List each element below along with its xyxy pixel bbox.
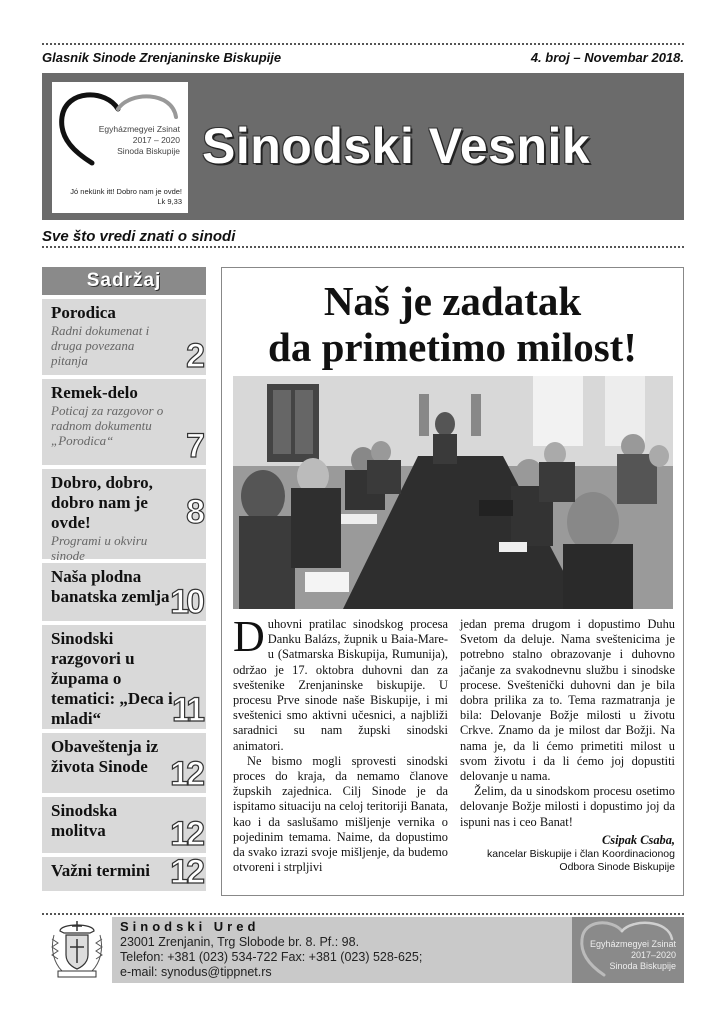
synod-logo [52,82,188,213]
tagline: Sve što vredi znati o sinodi [42,228,236,245]
toc-item-title: Sinodski razgovori u župama o tematici: „Deca i mladi“ [51,629,173,728]
toc-item[interactable] [42,797,206,853]
author-role: kancelar Biskupije i član Koordinacionog [487,848,675,861]
toc-item[interactable] [42,853,206,891]
footer-divider [42,913,684,915]
toc-item[interactable] [42,469,206,563]
newsletter-title: Sinodski Vesnik [202,118,591,174]
drop-cap: D [233,612,265,661]
toc-item-subtitle: Radni dokumenat i druga povezana pitanja [51,323,150,368]
contact-box [112,917,684,983]
toc-item[interactable] [42,379,206,465]
toc-item-subtitle: Poticaj za razgovor o radnom dokumentu „Porodica“ [51,403,164,448]
office-address: 23001 Zrenjanin, Trg Slobode br. 8. Pf.: 98. [120,935,360,949]
article-body [233,612,675,875]
article-paragraph: jedan prema drugom i dopustimo Duhu Svetom da deluje. Nama sveštenicima je potrebno stalno obrazovanje i duhovno jačanje za svakodnevnu službu i sinodske procese. Sveštenički duhovni dan je bila dobra prilika za to. Tema razmatranja je bila: Delovanje Božje milosti u životu Crkve. Znamo da je milost dar Božji. Na nama je, da li ćemo primetiti milost u svom životu i da li ćemo joj dopustiti delovanje u nama. [460,617,675,784]
toc-heading: Sadržaj [42,267,206,295]
footer [42,917,684,983]
header-meta [42,50,684,65]
article-paragraph: Ne bismo mogli sprovesti sinodski proces do kraja, da nemamo članove župskih zajednica. Cilj Sinode je da ispitamo situaciju na celoj teritoriji Banata, kao i da saslušamo mišljenje vernika o pojedinim temama. Naime, da dopustimo da svako izrazi svoje mišljenje, da budemo otvoreni i strpljivi [233,753,448,875]
contact-info [120,935,422,980]
article-column-1 [233,612,448,875]
article-headline: Naš je zadatak da primetimo milost! [268,278,637,370]
logo-motto: Jó nekünk itt! Dobro nam je ovde! Lk 9,33 [70,187,182,206]
article-paragraph: Želim, da u sinodskom procesu osetimo delovanje Božje milosti i dopustimo joj da ispuni nas i ceo Banat! [460,784,675,829]
issue-info: 4. broj – Novembar 2018. [530,50,684,65]
diocese-crest-icon [46,917,108,981]
toc-item[interactable] [42,299,206,375]
logo-text: Egyházmegyei Zsinat 2017 – 2020 Sinoda Biskupije [98,124,180,156]
toc-item-title: Sinodska molitva [51,801,118,840]
office-title: Sinodski Ured [120,919,260,934]
table-of-contents [42,267,206,891]
office-phone: Telefon: +381 (023) 534-722 Fax: +381 (023) 528-625; [120,950,423,964]
toc-item-title: Važni termini [51,861,151,880]
toc-page-number: 2 [186,337,202,375]
office-email[interactable]: e-mail: synodus@tippnet.rs [120,965,272,979]
toc-item[interactable] [42,625,206,729]
toc-item-subtitle: Programi u okviru sinode [51,533,148,563]
masthead [42,73,684,220]
toc-page-number: 8 [186,493,202,531]
toc-item-title: Naša plodna banatska zemlja [51,567,170,606]
author-signature: Csipak Csaba, [602,832,675,847]
toc-page-number: 12 [170,755,202,793]
meeting-photo [233,376,673,609]
toc-item-title: Remek-delo [51,383,138,402]
footer-logo-text: Egyházmegyei Zsinat 2017–2020 Sinoda Biskupije [589,939,676,971]
photo-illustration [233,376,673,609]
toc-item[interactable] [42,563,206,621]
toc-page-number: 12 [170,853,202,891]
tagline-divider [42,246,684,248]
publication-name: Glasnik Sinode Zrenjaninske Biskupije [42,50,282,65]
toc-item[interactable] [42,733,206,793]
toc-page-number: 11 [172,691,202,729]
toc-item-title: Obaveštenja iz života Sinode [51,737,159,776]
footer-synod-logo [572,917,684,983]
toc-item-title: Dobro, dobro, dobro nam je ovde! [51,473,153,532]
toc-item-title: Porodica [51,303,116,322]
author-role: Odbora Sinode Biskupije [559,861,675,874]
article-paragraph: Duhovni pratilac sinodskog procesa Danku Balázs, župnik u Baia-Mare-u (Satmarska Biskupija, Rumunija), održao je 17. oktobra duhovni dan za sveštenike Zrenjaninske biskupije. U procesu Prve sinode naše Biskupije, i mi sveštenici smo aktivni učesnici, a najbliži saradnici su nam župski sinodski animatori. [233,612,448,753]
toc-page-number: 10 [170,583,202,621]
toc-page-number: 12 [170,815,202,853]
main-article [221,267,684,896]
top-divider [42,43,684,45]
article-column-2 [460,617,675,875]
toc-page-number: 7 [186,427,202,465]
